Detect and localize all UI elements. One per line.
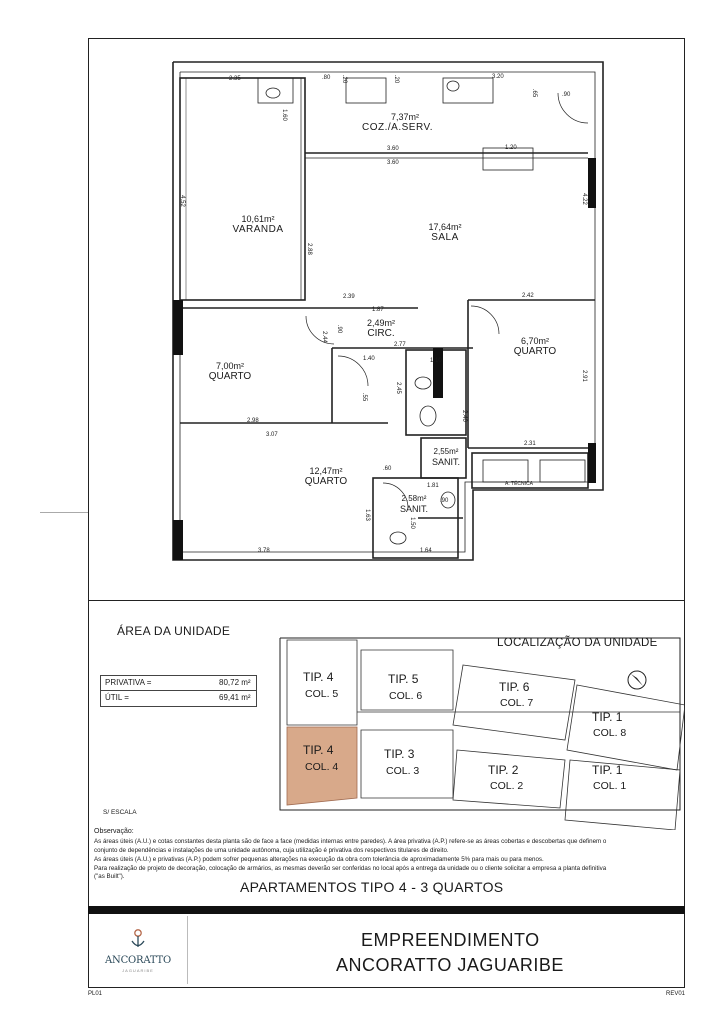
dimension: .55 <box>361 392 368 402</box>
dimension: 1.64 <box>420 548 432 554</box>
dimension: 2.42 <box>522 293 534 299</box>
dimension: .65 <box>531 88 538 98</box>
dimension: .20 <box>393 74 400 84</box>
dimension: 1.60 <box>280 109 287 121</box>
unit-col: COL. 3 <box>386 765 420 777</box>
unit-col: COL. 7 <box>500 697 534 709</box>
unit-tip: TIP. 2 <box>488 763 519 777</box>
area-label-privativa: PRIVATIVA = <box>105 678 152 687</box>
room-area: 12,47m² <box>309 466 343 476</box>
dimension: 2.88 <box>305 243 312 255</box>
note-line: As áreas úteis (A.U.) e cotas constantes desta planta são de face a face (medidas internas entre paredes). A área privativa (A.P.) refere-se as áreas cobertas e descobertas que definem o <box>94 838 607 845</box>
room-area: 7,37m² <box>390 112 419 122</box>
area-value-privativa: 80,72 m² <box>219 678 251 687</box>
dimension: .80 <box>322 75 331 81</box>
unit-col: COL. 1 <box>593 780 627 792</box>
room-name: VARANDA <box>232 224 284 235</box>
unit-col: COL. 8 <box>593 727 627 739</box>
room-area: 2,55m² <box>433 447 459 456</box>
room-name: SANIT. <box>399 504 428 514</box>
dimension: 3.78 <box>258 548 270 554</box>
dimension: 2.35 <box>229 76 241 82</box>
location-title: LOCALIZAÇÃO DA UNIDADE <box>497 637 658 649</box>
room-area: 10,61m² <box>241 214 275 224</box>
tech-area-label: A. TÉCNICA <box>505 481 533 487</box>
dimension: 3.07 <box>266 432 278 438</box>
logo-tagline: JAGUARIBE <box>122 968 154 973</box>
unit-tip: TIP. 1 <box>592 763 623 777</box>
dimension: 3.20 <box>492 74 504 80</box>
plan-title: APARTAMENTOS TIPO 4 - 3 QUARTOS <box>240 879 504 895</box>
dimension: 1.63 <box>363 509 370 521</box>
dimension: 1.20 <box>505 145 517 151</box>
outer-wall <box>173 62 603 560</box>
room-name: SANIT. <box>431 457 460 467</box>
note-line: Para realização de projeto de decoração, colocação de armários, as mesmas deverão ser conferidas no local após a entrega da unidade ou o cliente solicitar a empresa a planta definitiva <box>94 865 607 872</box>
dimension: 3.60 <box>387 146 399 152</box>
logo-block <box>89 916 188 984</box>
room-area: 17,64m² <box>428 222 462 232</box>
area-value-util: 69,41 m² <box>219 693 251 702</box>
dimension: 1.40 <box>363 356 375 362</box>
dimension: 2.98 <box>247 418 259 424</box>
note-line: ("as Built"). <box>94 873 125 880</box>
room-name: QUARTO <box>208 371 252 382</box>
dimension: .90 <box>336 324 343 334</box>
unit-tip: TIP. 5 <box>388 672 419 686</box>
dimension: 2.31 <box>524 441 536 447</box>
anchor-icon <box>130 928 146 950</box>
dimension: 2.39 <box>343 294 355 300</box>
unit-tip-highlight: TIP. 4 <box>303 743 334 757</box>
dimension: 2.77 <box>394 342 406 348</box>
dimension: .90 <box>440 498 449 504</box>
room-name: QUARTO <box>304 476 348 487</box>
dimension: 4.22 <box>580 193 587 205</box>
note-line: As áreas úteis (A.U.) e privativas (A.P.) podem sofrer pequenas alterações na execução da obra com tolerância de aproximadamente 5% para mais ou para menos. <box>94 856 544 863</box>
unit-tip: TIP. 4 <box>303 670 334 684</box>
note-line: conjunto de dependências e instalações de uma unidade autônoma, cuja utilização é privativa dos respectivos titulares de direito. <box>94 847 449 854</box>
room-area: 2,58m² <box>401 494 427 503</box>
unit-area-table <box>100 675 257 707</box>
project-line1: EMPREENDIMENTO <box>361 930 540 950</box>
section-divider <box>88 600 685 601</box>
dimension: 1.87 <box>372 307 384 313</box>
area-label-util: ÚTIL = <box>105 693 129 702</box>
cut-mark <box>40 512 88 513</box>
dimension: 2.44 <box>320 331 327 343</box>
dimension: .20 <box>341 74 348 84</box>
north-arrow-icon <box>628 671 646 689</box>
dimension: 1.10 <box>430 358 442 364</box>
dimension: 4.52 <box>178 195 185 207</box>
dimension: 3.60 <box>387 160 399 166</box>
dimension: 1.50 <box>408 517 415 529</box>
unit-tip: TIP. 1 <box>592 710 623 724</box>
dimension: .90 <box>562 92 571 98</box>
dimension: .60 <box>383 466 392 472</box>
unit-area-title: ÁREA DA UNIDADE <box>117 624 231 638</box>
room-area: 6,70m² <box>520 336 549 346</box>
room-name: COZ./A.SERV. <box>362 122 434 133</box>
room-name: SALA <box>431 232 459 243</box>
notes-heading: Observação: <box>94 828 134 835</box>
unit-col: COL. 2 <box>490 780 524 792</box>
unit-col-highlight: COL. 4 <box>305 761 339 773</box>
sheet-code: PL01 <box>88 991 103 997</box>
logo-name: ANCORATTO <box>105 955 171 966</box>
dimension: 2.40 <box>460 410 467 422</box>
dimension: 2.91 <box>580 370 587 382</box>
room-area: 7,00m² <box>215 361 244 371</box>
outer-wall-inner <box>180 72 595 552</box>
revision-code: REV01 <box>666 991 686 997</box>
unit-col: COL. 6 <box>389 690 423 702</box>
project-line2: ANCORATTO JAGUARIBE <box>336 955 564 975</box>
unit-col: COL. 5 <box>305 688 339 700</box>
room-area: 2,49m² <box>366 318 395 328</box>
unit-tip: TIP. 6 <box>499 680 530 694</box>
room-name: QUARTO <box>513 346 557 357</box>
unit-tip: TIP. 3 <box>384 747 415 761</box>
dimension: 2.45 <box>394 382 401 394</box>
scale-label: S/ ESCALA <box>103 809 137 816</box>
dimension: 1.81 <box>427 483 439 489</box>
title-bar <box>88 906 685 914</box>
room-name: CIRC. <box>367 328 395 339</box>
